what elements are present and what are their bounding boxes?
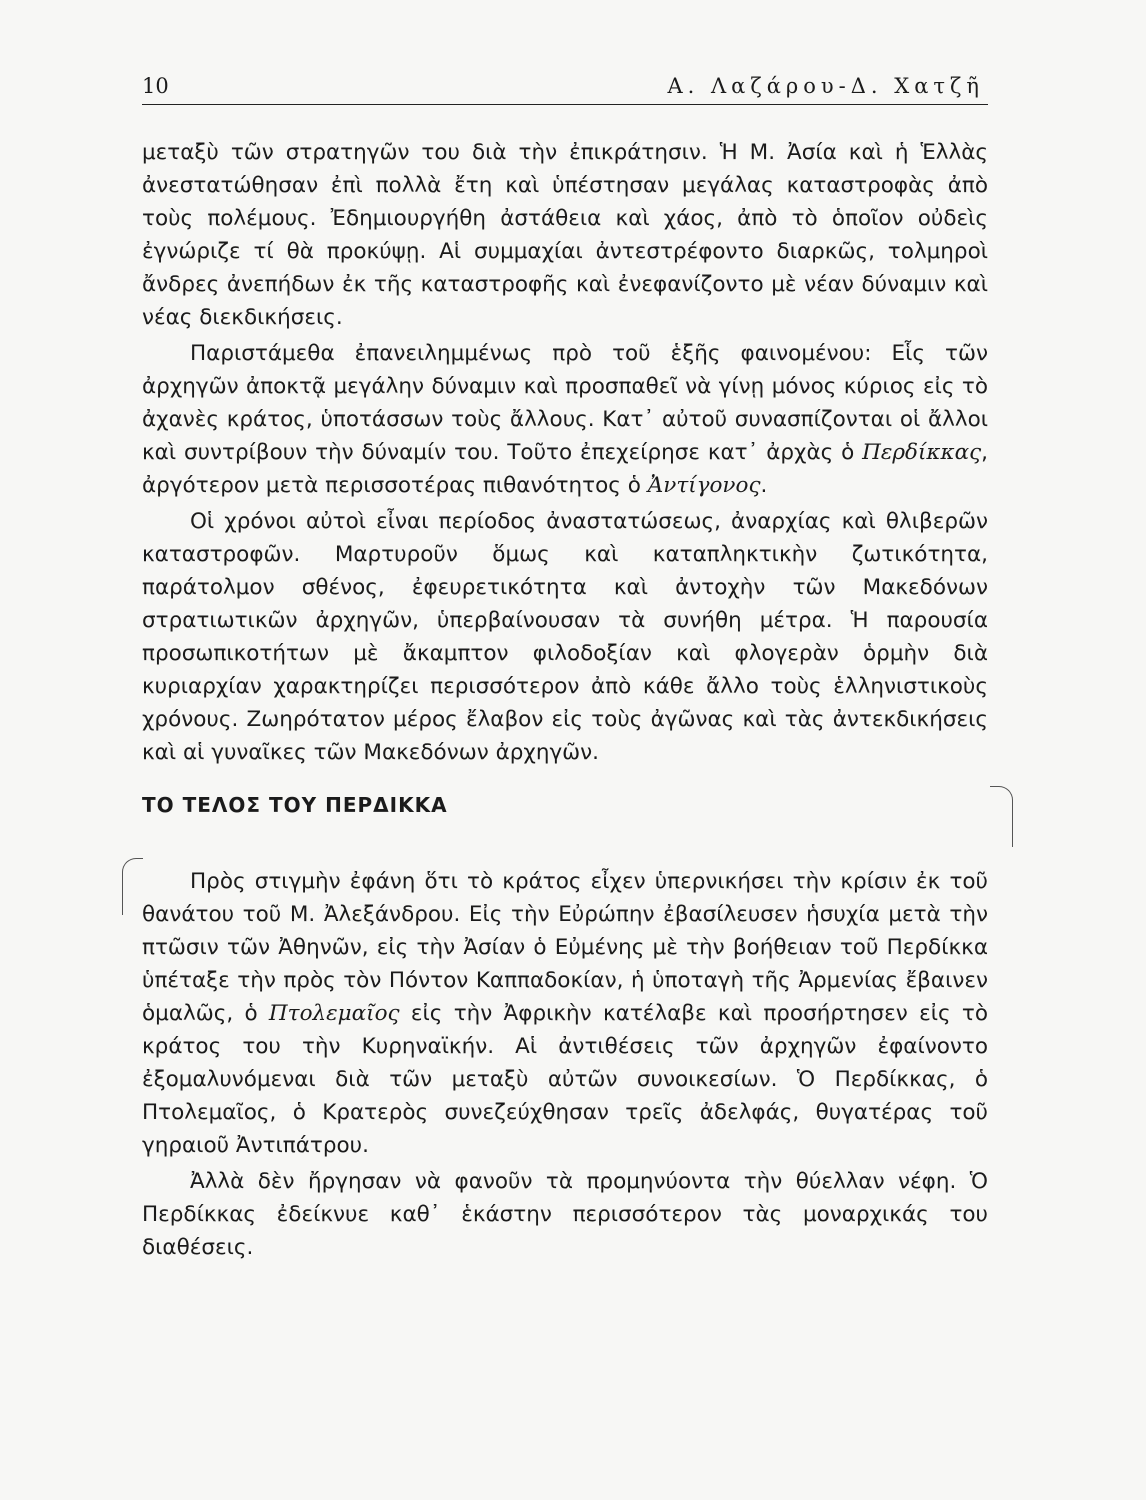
- pen-mark-bracket: [122, 858, 143, 915]
- text-segment: Πρὸς στιγμὴν ἐφάνη ὅτι τὸ κράτος εἶχεν ὑπερνικήσει τὴν κρίσιν ἐκ τοῦ θανάτου τοῦ Μ. Ἀλεξάνδρου. Εἰς τὴν Εὐρώπην ἐβασίλευσεν ἡσυχία μετὰ τὴν πτῶσιν τῶν Ἀθηνῶν, εἰς τὴν Ἀσίαν ὁ Εὐμένης μὲ τὴν βοήθειαν τοῦ Περδίκκα ὑπέταξε τὴν πρὸς τὸν Πόντον Καππαδοκίαν, ἡ ὑποταγὴ τῆς Ἀρμενίας ἔβαινεν ὁμαλῶς, ὁ: [142, 869, 988, 1026]
- italic-name: Περδίκκας: [862, 440, 982, 465]
- section-paragraphs: [142, 865, 988, 1264]
- running-head-authors: Α. Λαζάρου-Δ. Χατζῆ: [667, 74, 984, 98]
- text-segment: Παριστάμεθα ἐπανειλημμένως πρὸ τοῦ ἑξῆς φαινομένου: Εἷς τῶν ἀρχηγῶν ἀποκτᾷ μεγάλην δύναμιν καὶ προσπαθεῖ νὰ γίνῃ μόνος κύριος εἰς τὸ ἀχανὲς κράτος, ὑποτάσσων τοὺς ἄλλους. Κατ᾽ αὐτοῦ συνασπίζονται οἱ ἄλλοι καὶ συντρίβουν τὴν δύναμίν του. Τοῦτο ἐπεχείρησε κατ᾽ ἀρχὰς ὁ: [142, 341, 988, 465]
- page-number: 10: [142, 74, 169, 98]
- paragraph: [142, 337, 988, 502]
- italic-name: Πτολεμαῖος: [268, 1001, 400, 1026]
- text-segment: .: [760, 473, 768, 498]
- paragraph: [142, 505, 988, 769]
- text-segment: εἰς τὴν Ἀφρικὴν κατέλαβε καὶ προσήρτησεν εἰς τὸ κράτος του τὴν Κυρηναϊκήν. Αἱ ἀντιθέσεις τῶν ἀρχηγῶν ἐφαίνοντο ἐξομαλυνόμεναι διὰ τῶν μεταξὺ αὐτῶν συνοικεσίων. Ὁ Περδίκκας, ὁ Πτολεμαῖος, ὁ Κρατερὸς συνεζεύχθησαν τρεῖς ἀδελφάς, θυγατέρας τοῦ γηραιοῦ Ἀντιπάτρου.: [142, 1001, 988, 1158]
- text-segment: Ἀλλὰ δὲν ἤργησαν νὰ φανοῦν τὰ προμηνύοντα τὴν θύελλαν νέφη. Ὁ Περδίκκας ἐδείκνυε καθ᾽ ἑκάστην περισσότερον τὰς μοναρχικάς του διαθέσεις.: [142, 1169, 988, 1260]
- text-segment: Οἱ χρόνοι αὐτοὶ εἶναι περίοδος ἀναστατώσεως, ἀναρχίας καὶ θλιβερῶν καταστροφῶν. Μαρτυροῦν ὅμως καὶ καταπληκτικὴν ζωτικότητα, παράτολμον σθένος, ἐφευρετικότητα καὶ ἀντοχὴν τῶν Μακεδόνων στρατιωτικῶν ἀρχηγῶν, ὑπερβαίνουσαν τὰ συνήθη μέτρα. Ἡ παρουσία προσωπικοτήτων μὲ ἄκαμπτον φιλοδοξίαν καὶ φλογερὰν ὁρμὴν διὰ κυριαρχίαν χαρακτηρίζει περισσότερον ἀπὸ κάθε ἄλλο τοὺς ἑλληνιστικοὺς χρόνους. Ζωηρότατον μέρος ἔλαβον εἰς τοὺς ἀγῶνας καὶ τὰς ἀντεκδικήσεις καὶ αἱ γυναῖκες τῶν Μακεδόνων ἀρχηγῶν.: [142, 509, 988, 765]
- running-header: [142, 72, 988, 105]
- text-segment: μεταξὺ τῶν στρατηγῶν του διὰ τὴν ἐπικράτησιν. Ἡ Μ. Ἀσία καὶ ἡ Ἑλλὰς ἀνεστατώθησαν ἐπὶ πολλὰ ἔτη καὶ ὑπέστησαν μεγάλας καταστροφὰς ἀπὸ τοὺς πολέμους. Ἐδημιουργήθη ἀστάθεια καὶ χάος, ἀπὸ τὸ ὁποῖον οὐδεὶς ἐγνώριζε τί θὰ προκύψῃ. Αἱ συμμαχίαι ἀντεστρέφοντο διαρκῶς, τολμηροὶ ἄνδρες ἀνεπήδων ἐκ τῆς καταστροφῆς καὶ ἐνεφανίζοντο μὲ νέαν δύναμιν καὶ νέας διεκδικήσεις.: [142, 140, 988, 330]
- body-text: [142, 136, 988, 1264]
- italic-name: Ἀντίγονος: [647, 473, 761, 498]
- text-segment: , ἀργότερον μετὰ περισσοτέρας πιθανότητος ὁ: [142, 440, 988, 498]
- section-heading: ΤΟ ΤΕΛΟΣ ΤΟΥ ΠΕΡΔΙΚΚΑ: [142, 793, 448, 817]
- paragraph: [142, 865, 988, 1162]
- pen-mark-bracket: [990, 786, 1013, 847]
- paragraph: [142, 136, 988, 334]
- opening-paragraphs: [142, 136, 988, 769]
- paragraph: [142, 1165, 988, 1264]
